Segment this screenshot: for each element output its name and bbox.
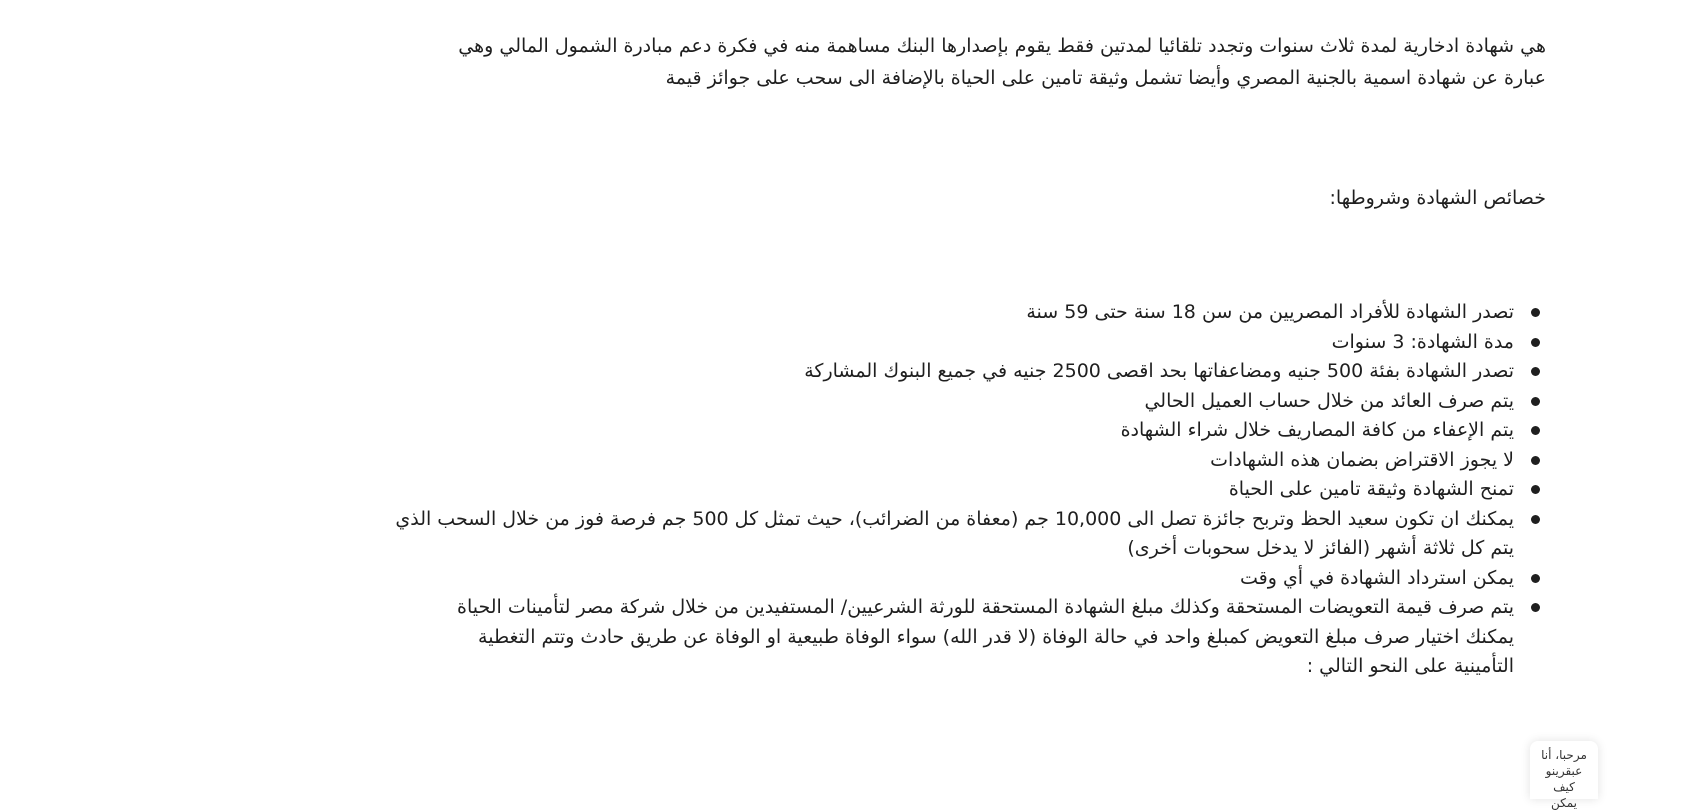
features-heading: خصائص الشهادة وشروطها: xyxy=(1329,187,1546,209)
list-item-text: يتم صرف قيمة التعويضات المستحقة وكذلك مبلغ الشهادة المستحقة للورثة الشرعيين/ المستفيدين من خلال شركة مصر لتأمينات الحياة xyxy=(456,596,1514,618)
list-item xyxy=(94,564,1514,594)
list-item xyxy=(94,416,1514,446)
chatbot-greeting: مرحبا، أنا xyxy=(1541,748,1587,762)
list-item xyxy=(94,357,1514,387)
list-item xyxy=(94,593,1514,682)
list-item xyxy=(94,328,1514,358)
chatbot-greeting: يمكن xyxy=(1550,796,1578,810)
features-list xyxy=(94,298,1546,682)
list-item-text: لا يجوز الاقتراض بضمان هذه الشهادات xyxy=(1210,448,1514,471)
list-item-text: يمكنك اختيار صرف مبلغ التعويض كمبلغ واحد في حالة الوفاة (لا قدر الله) سواء الوفاة طبيعية او الوفاة عن طريق حادث وتتم التغطية xyxy=(478,625,1514,648)
list-item xyxy=(94,446,1514,476)
list-item xyxy=(94,475,1514,505)
list-item-text: يمكنك ان تكون سعيد الحظ وتربح جائزة تصل الى 10,000 جم (معفاة من الضرائب)، حيث تمثل كل 500 جم فرصة فوز من خلال السحب الذي xyxy=(395,507,1514,530)
list-item-text: يتم صرف العائد من خلال حساب العميل الحالي xyxy=(1144,389,1514,412)
list-item-text: تصدر الشهادة بفئة 500 جنيه ومضاعفاتها بحد اقصى 2500 جنيه في جميع البنوك المشاركة xyxy=(804,360,1514,382)
list-item xyxy=(94,387,1514,417)
list-item-text: يمكن استرداد الشهادة في أي وقت xyxy=(1239,566,1514,589)
chatbot-greeting: عبقرينو كيف xyxy=(1545,764,1583,794)
list-item-text: يتم كل ثلاثة أشهر (الفائز لا يدخل سحوبات أخرى) xyxy=(1127,537,1514,559)
list-item-text: يتم الإعفاء من كافة المصاريف خلال شراء الشهادة xyxy=(1120,419,1514,441)
list-item xyxy=(94,505,1514,564)
list-item-text: تصدر الشهادة للأفراد المصريين من سن 18 سنة حتى 59 سنة xyxy=(1026,301,1514,323)
list-item-text: مدة الشهادة: 3 سنوات xyxy=(1331,330,1514,353)
chatbot-widget[interactable] xyxy=(1530,741,1598,810)
intro-paragraph xyxy=(166,30,1546,94)
list-item-text: تمنح الشهادة وثيقة تامين على الحياة xyxy=(1228,478,1514,500)
intro-line: هي شهادة ادخارية لمدة ثلاث سنوات وتجدد تلقائيا لمدتين فقط يقوم بإصدارها البنك مساهمة منه في فكرة دعم مبادرة الشمول المالي وهي xyxy=(458,35,1546,57)
list-item-text: التأمينية على النحو التالي : xyxy=(1306,655,1514,677)
list-item xyxy=(94,298,1514,328)
intro-line: عبارة عن شهادة اسمية بالجنية المصري وأيضا تشمل وثيقة تامين على الحياة بالإضافة الى سحب على جوائز قيمة xyxy=(665,67,1546,89)
